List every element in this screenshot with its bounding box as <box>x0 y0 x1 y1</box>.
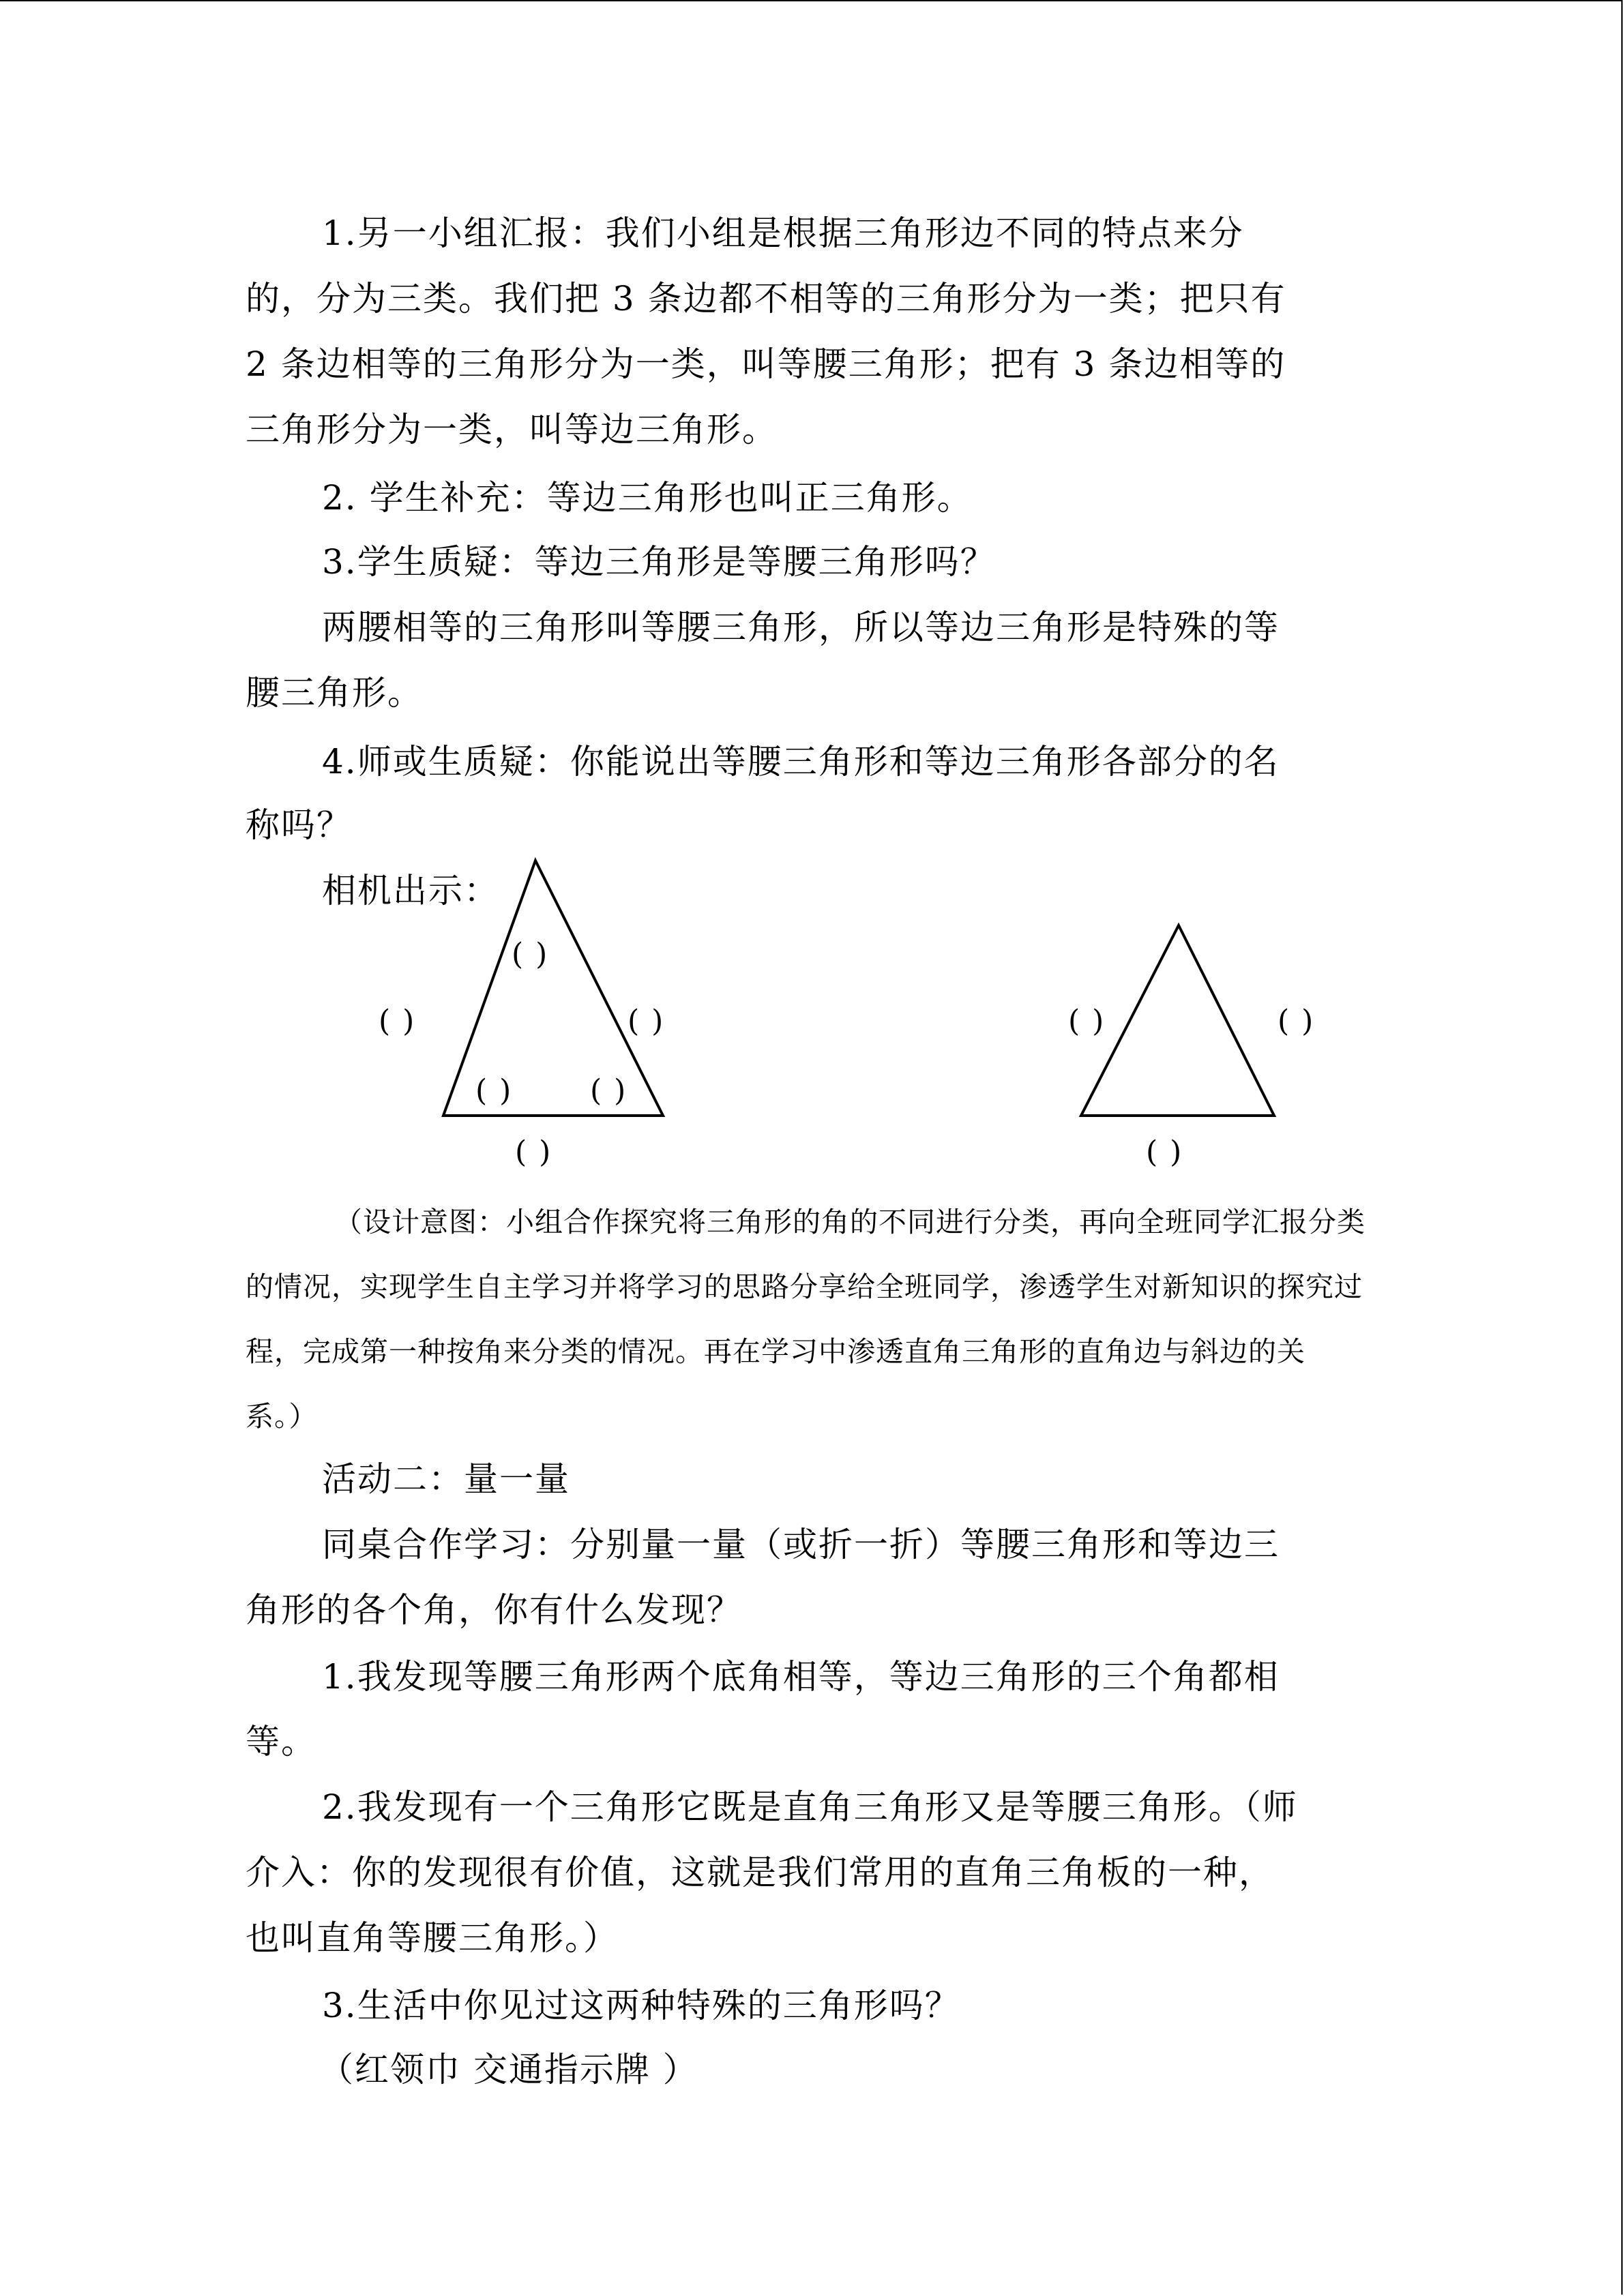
activity-heading: 活动二：量一量 <box>322 1459 570 1499</box>
paragraph-line: 称吗？ <box>246 805 352 845</box>
answer-line: （红领巾 交通指示牌 ） <box>319 2050 698 2089</box>
paragraph-line: 相机出示： <box>322 871 499 910</box>
paragraph-line: 3.生活中你见过这两种特殊的三角形吗？ <box>322 1986 960 2025</box>
blank-right-side-2[interactable]: ( ) <box>1278 1004 1315 1039</box>
paragraph-line: 三角形分为一类，叫等边三角形。 <box>246 410 778 449</box>
equilateral-triangle <box>1081 925 1274 1116</box>
paragraph-line: 2.我发现有一个三角形它既是直角三角形又是等腰三角形。（师 <box>322 1787 1298 1827</box>
paragraph-line: 2 条边相等的三角形分为一类，叫等腰三角形；把有 3 条边相等的 <box>246 344 1286 384</box>
blank-apex-angle[interactable]: ( ) <box>512 937 549 972</box>
design-intent-line: 的情况，实现学生自主学习并将学习的思路分享给全班同学，渗透学生对新知识的探究过 <box>246 1270 1363 1303</box>
paragraph-line: 也叫直角等腰三角形。） <box>246 1918 619 1958</box>
blank-base-2[interactable]: ( ) <box>1146 1135 1183 1169</box>
paragraph-line: 1.我发现等腰三角形两个底角相等，等边三角形的三个角都相 <box>322 1657 1280 1697</box>
blank-left-side-2[interactable]: ( ) <box>1068 1004 1106 1039</box>
blank-left-base-angle[interactable]: ( ) <box>475 1073 513 1108</box>
paragraph-line: 1.另一小组汇报：我们小组是根据三角形边不同的特点来分 <box>322 213 1244 253</box>
paragraph-line: 等。 <box>246 1722 316 1761</box>
paragraph-line: 3.学生质疑：等边三角形是等腰三角形吗？ <box>322 542 996 582</box>
design-intent-line: 程，完成第一种按角来分类的情况。再在学习中渗透直角三角形的直角边与斜边的关 <box>246 1335 1305 1368</box>
paragraph-line: 腰三角形。 <box>246 673 423 713</box>
paragraph-line: 2. 学生补充：等边三角形也叫正三角形。 <box>322 478 973 518</box>
paragraph-line: 的，分为三类。我们把 3 条边都不相等的三角形分为一类；把只有 <box>246 279 1286 318</box>
blank-left-side[interactable]: ( ) <box>379 1004 416 1039</box>
paragraph-line: 角形的各个角，你有什么发现？ <box>246 1590 742 1630</box>
blank-base[interactable]: ( ) <box>515 1135 552 1169</box>
blank-right-side[interactable]: ( ) <box>628 1004 665 1039</box>
paragraph-line: 介入：你的发现很有价值，这就是我们常用的直角三角板的一种， <box>246 1853 1274 1892</box>
paragraph-line: 4.师或生质疑：你能说出等腰三角形和等边三角形各部分的名 <box>322 742 1280 781</box>
paragraph-line: 两腰相等的三角形叫等腰三角形，所以等边三角形是特殊的等 <box>322 608 1280 647</box>
blank-right-base-angle[interactable]: ( ) <box>590 1073 628 1108</box>
design-intent-line: 系。） <box>246 1400 318 1433</box>
design-intent-line: （设计意图：小组合作探究将三角形的角的不同进行分类，再向全班同学汇报分类 <box>334 1206 1365 1238</box>
paragraph-line: 同桌合作学习：分别量一量（或折一折）等腰三角形和等边三 <box>322 1525 1280 1564</box>
